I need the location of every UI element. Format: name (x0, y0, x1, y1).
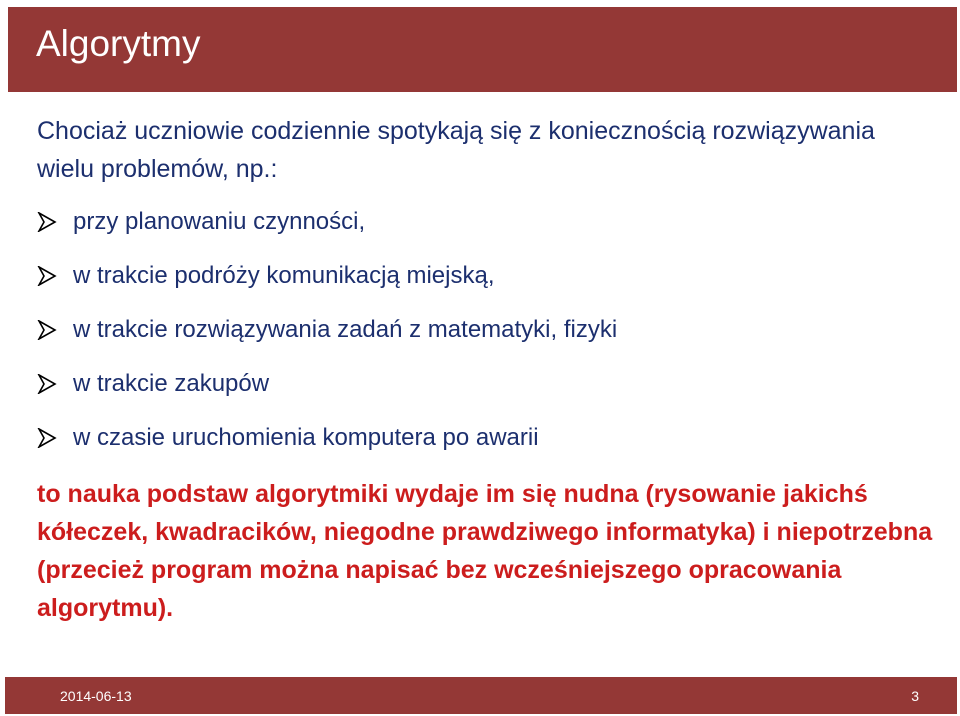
intro-text: Chociaż uczniowie codziennie spotykają się z koniecznością rozwiązywania wielu problemów, np.: (37, 117, 875, 183)
slide-title: Algorytmy (36, 23, 201, 64)
arrowhead-bullet-icon (37, 320, 57, 340)
arrowhead-bullet-icon (37, 374, 57, 394)
bullet-text: w trakcie rozwiązywania zadań z matematyki, fizyki (73, 316, 618, 343)
bullet-text: przy planowaniu czynności, (73, 208, 366, 235)
footer-date: 2014-06-13 (60, 688, 132, 704)
page-number: 3 (911, 688, 919, 704)
bullet-list (37, 205, 617, 475)
arrowhead-bullet-icon (37, 212, 57, 232)
title-bar (8, 7, 957, 92)
bullet-text: w trakcie podróży komunikacją miejską, (73, 262, 495, 289)
arrowhead-bullet-icon (37, 428, 57, 448)
bullet-item (37, 313, 617, 367)
bullet-text: w trakcie zakupów (73, 370, 270, 397)
bullet-item (37, 259, 617, 313)
arrowhead-bullet-icon (37, 266, 57, 286)
bullet-text: w czasie uruchomienia komputera po awarii (73, 424, 539, 451)
bullet-item (37, 205, 617, 259)
bullet-item (37, 367, 617, 421)
bullet-item (37, 421, 617, 475)
footer-bar (5, 677, 957, 714)
emphasis-paragraph: to nauka podstaw algorytmiki wydaje im się nudna (rysowanie jakichś kółeczek, kwadracików, niegodne prawdziwego informatyka) i niepotrzebna (przecież program można napisać bez wcześniejszego opracowania algorytmu). (37, 480, 933, 622)
